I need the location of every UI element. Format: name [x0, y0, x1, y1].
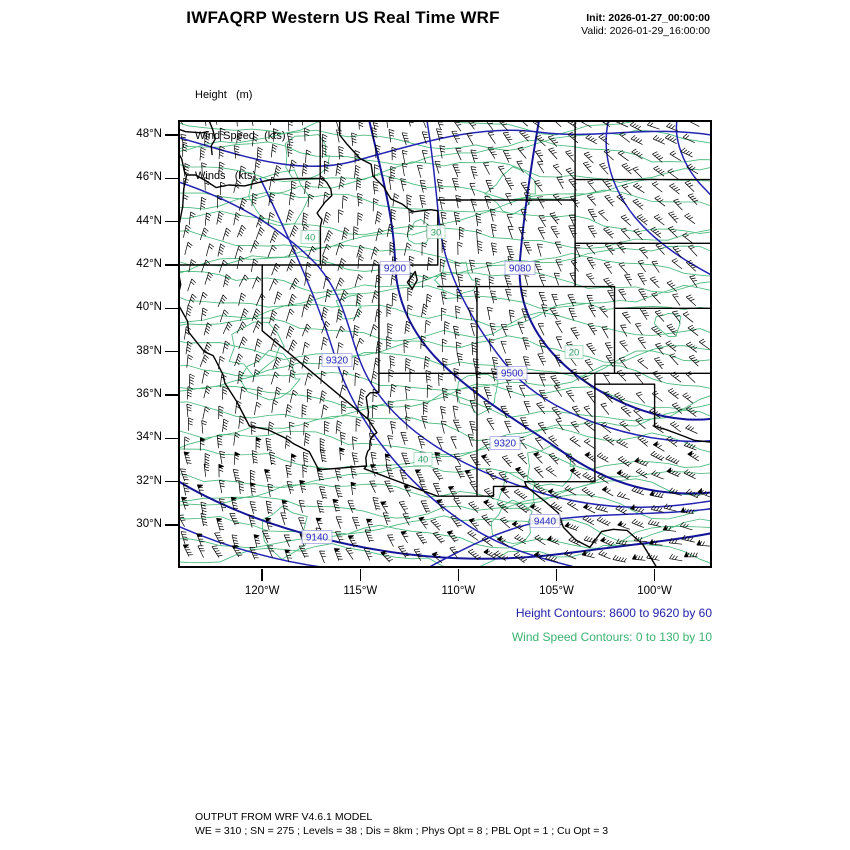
svg-text:9320: 9320	[493, 438, 517, 450]
init-time: Init: 2026-01-27_00:00:00	[586, 12, 710, 24]
lat-tick-label: 46°N	[136, 171, 162, 184]
lat-tick-mark	[165, 394, 178, 396]
lat-tick-label: 48°N	[136, 128, 162, 140]
lat-tick-label: 44°N	[136, 214, 162, 227]
height-contour-label	[302, 531, 332, 544]
lat-tick-label: 40°N	[136, 301, 162, 314]
height-contour-label	[530, 515, 560, 528]
svg-text:9200: 9200	[383, 263, 407, 275]
svg-text:9320: 9320	[325, 355, 349, 367]
svg-text:9440: 9440	[533, 516, 557, 528]
height-contour-label	[322, 354, 352, 367]
lat-tick-mark	[165, 134, 178, 136]
svg-text:9500: 9500	[500, 368, 524, 380]
height-contours-layer	[178, 120, 712, 568]
lat-tick-mark	[165, 178, 178, 180]
lon-tick-label: 110°W	[441, 585, 476, 597]
lon-tick-label: 115°W	[343, 585, 378, 597]
svg-text:30: 30	[430, 227, 442, 239]
lat-tick-mark	[165, 221, 178, 223]
map-canvas	[178, 120, 712, 568]
lat-tick-mark	[165, 264, 178, 266]
lon-tick-mark	[458, 569, 460, 581]
legend-wind-speed: Wind Speed (kts)	[195, 129, 286, 142]
lat-tick-label: 30°N	[136, 518, 162, 530]
height-contours-note: Height Contours: 8600 to 9620 by 60	[515, 606, 712, 620]
wind-speed-contours-note: Wind Speed Contours: 0 to 130 by 10	[511, 630, 712, 644]
lon-tick-mark	[556, 569, 558, 581]
state-borders-layer	[178, 120, 712, 568]
svg-text:9080: 9080	[508, 263, 532, 275]
lat-tick-mark	[165, 524, 178, 526]
legend-winds: Winds (kts)	[195, 170, 257, 182]
lon-tick-mark	[654, 569, 656, 581]
lat-tick-mark	[165, 308, 178, 310]
lat-tick-mark	[165, 481, 178, 483]
wind-speed-contours-layer	[178, 120, 712, 568]
footer-params-line: WE = 310 ; SN = 275 ; Levels = 38 ; Dis = 8km ; Phys Opt = 8 ; PBL Opt = 1 ; Cu Opt = 3	[195, 825, 609, 837]
height-contour-label	[490, 437, 520, 450]
lon-tick-label: 105°W	[539, 585, 574, 597]
lat-tick-label: 36°N	[136, 388, 162, 400]
lat-tick-mark	[165, 438, 178, 440]
lon-tick-mark	[261, 569, 263, 581]
lon-tick-label: 100°W	[637, 585, 672, 597]
wind-speed-contour-label	[301, 231, 319, 244]
valid-time: Valid: 2026-01-29_16:00:00	[581, 25, 710, 37]
height-contour-label	[497, 367, 527, 380]
legend-height: Height (m)	[195, 89, 253, 101]
page-title: IWFAQRP Western US Real Time WRF	[186, 8, 500, 27]
lat-tick-label: 34°N	[136, 431, 162, 444]
lat-tick-mark	[165, 351, 178, 353]
lat-tick-label: 42°N	[136, 258, 162, 270]
svg-text:9140: 9140	[305, 532, 329, 544]
svg-text:20: 20	[568, 347, 580, 359]
footer-model-line: OUTPUT FROM WRF V4.6.1 MODEL	[195, 811, 373, 823]
wind-speed-contour-label	[565, 346, 583, 359]
wind-speed-contour-label	[414, 453, 432, 466]
lat-tick-label: 32°N	[136, 474, 162, 487]
run-times	[581, 12, 710, 38]
height-contour-label	[380, 262, 410, 275]
lat-tick-label: 38°N	[136, 344, 162, 357]
lon-tick-label: 120°W	[244, 585, 280, 597]
map-plot	[178, 120, 712, 568]
svg-text:40: 40	[417, 454, 429, 466]
wind-speed-contour-label	[427, 226, 445, 239]
svg-text:40: 40	[304, 232, 316, 244]
lon-tick-mark	[360, 569, 362, 581]
height-contour-label	[505, 262, 535, 275]
